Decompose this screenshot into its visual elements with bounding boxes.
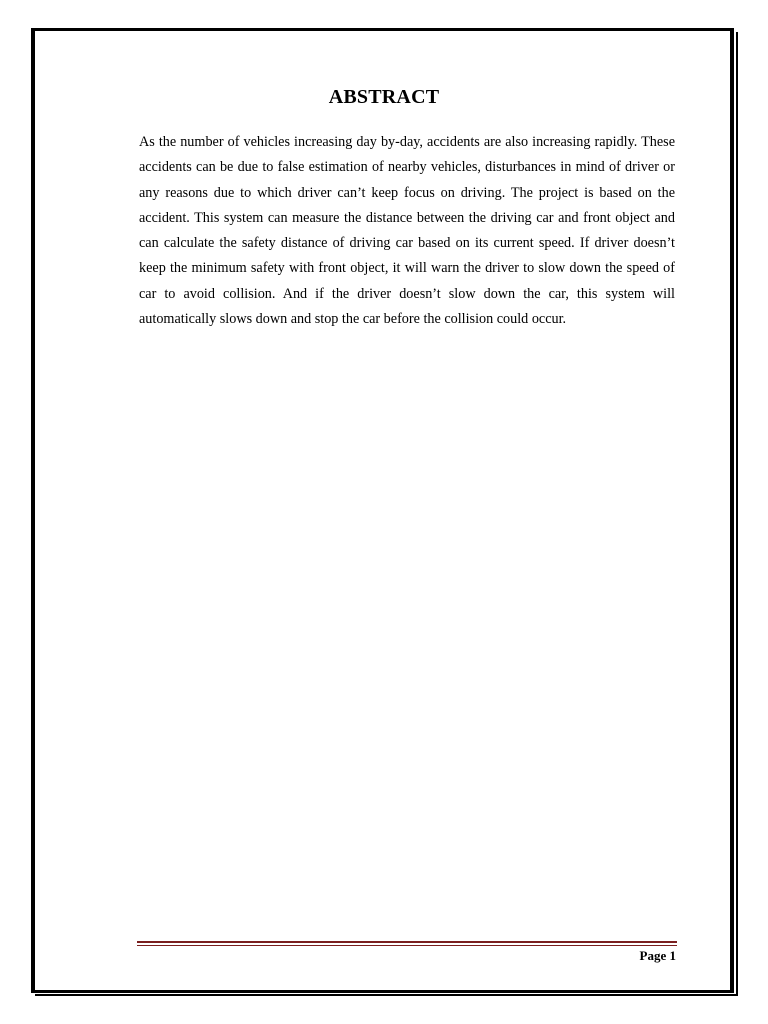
page-title: ABSTRACT [328, 86, 440, 108]
page-border-shadow-bottom [35, 994, 738, 996]
footer-rule-thin [137, 945, 677, 946]
abstract-body: As the number of vehicles increasing day by-day, accidents are also increasing rapidly. These accidents can be due to false estimation of nearby vehicles, disturbances in mind of driver or any reasons due to which driver can’t keep focus on driving. The project is based on the accident. This system can measure the distance between the driving car and front object and can calculate the safety distance of driving car based on its current speed. If driver doesn’t keep the minimum safety with front object, it will warn the driver to slow down the speed of car to avoid collision. And if the driver doesn’t slow down the car, this system will automatically slows down and stop the car before the collision could occur. [139, 134, 675, 328]
page-border-shadow-right [736, 32, 738, 996]
page-number: Page 1 [639, 948, 676, 963]
footer-rule-thick [137, 941, 677, 943]
